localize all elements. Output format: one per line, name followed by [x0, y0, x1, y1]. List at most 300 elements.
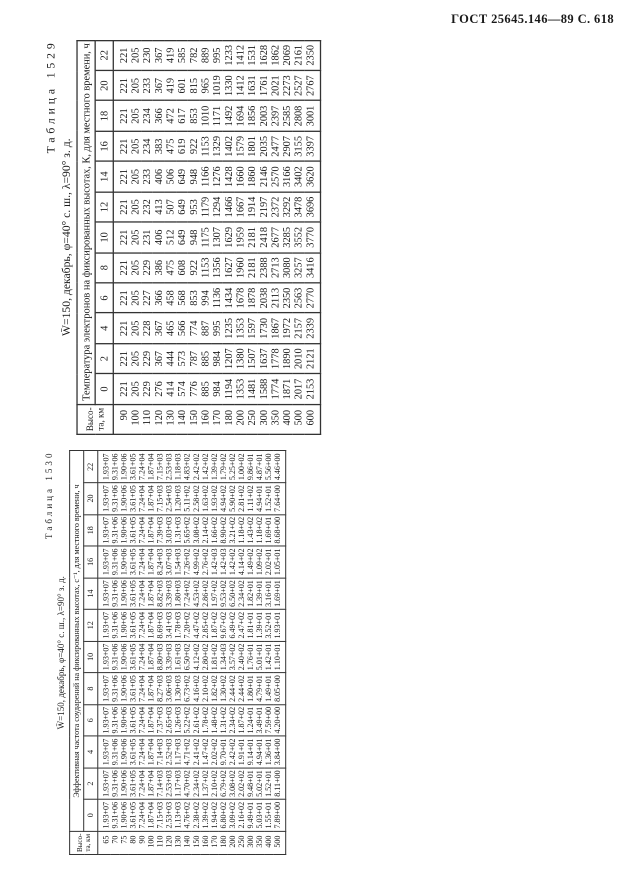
- value-cell: 9.31+06: [110, 641, 119, 673]
- value-cell: 5.03+01: [255, 799, 264, 831]
- value-cell: 232: [141, 192, 153, 222]
- value-cell: 458: [164, 283, 176, 313]
- value-cell: 4.94+01: [255, 483, 264, 515]
- value-cell: 1.91+01: [237, 736, 246, 768]
- value-cell: 2157: [293, 313, 305, 343]
- value-cell: 617: [176, 101, 188, 131]
- value-cell: 2677: [269, 222, 281, 252]
- value-cell: 601: [176, 70, 188, 100]
- value-cell: 995: [211, 40, 223, 70]
- value-cell: 383: [153, 131, 165, 161]
- value-cell: 1.54+03: [174, 546, 183, 578]
- value-cell: 366: [153, 283, 165, 313]
- value-cell: 4.70+02: [183, 768, 192, 800]
- value-cell: 1579: [234, 131, 246, 161]
- value-cell: 2.76+02: [201, 546, 210, 578]
- value-cell: 2.61+02: [192, 704, 201, 736]
- hour-header: 0: [95, 374, 113, 404]
- table-row: [128, 451, 137, 854]
- value-cell: 4.71+02: [183, 736, 192, 768]
- value-cell: 1330: [223, 70, 235, 100]
- table-row: [281, 40, 293, 434]
- value-cell: 205: [129, 131, 141, 161]
- value-cell: 4.46+00: [273, 451, 286, 483]
- value-cell: 227: [141, 283, 153, 313]
- hour-header: 4: [95, 313, 113, 343]
- value-cell: 386: [153, 252, 165, 282]
- value-cell: 2121: [304, 343, 320, 373]
- value-cell: 2.10+02: [210, 768, 219, 800]
- value-cell: 1329: [211, 131, 223, 161]
- value-cell: 2.14+02: [201, 514, 210, 546]
- value-cell: 1.47+02: [201, 736, 210, 768]
- altitude-cell: 130: [164, 404, 176, 434]
- value-cell: 475: [164, 131, 176, 161]
- value-cell: 994: [199, 283, 211, 313]
- value-cell: 1481: [246, 374, 258, 404]
- value-cell: 782: [188, 40, 200, 70]
- value-cell: 205: [129, 161, 141, 191]
- hour-header: 6: [84, 704, 98, 736]
- altitude-cell: 120: [165, 831, 174, 854]
- value-cell: 1380: [234, 343, 246, 373]
- table-row: [192, 451, 201, 854]
- group-header: Эффективная частота соударений на фиксированных высотах, с⁻¹, для местного времени, ч: [70, 451, 84, 831]
- value-cell: 9.49+01: [246, 799, 255, 831]
- value-cell: 1959: [234, 222, 246, 252]
- table-row: [255, 451, 264, 854]
- value-cell: 2808: [293, 101, 305, 131]
- altitude-cell: 110: [141, 404, 153, 434]
- value-cell: 419: [164, 40, 176, 70]
- value-cell: 3.84+00: [273, 736, 286, 768]
- value-cell: 9.14+01: [246, 736, 255, 768]
- value-cell: 1778: [269, 343, 281, 373]
- value-cell: 221: [113, 131, 129, 161]
- table-block-1530: [44, 451, 286, 855]
- value-cell: 472: [164, 101, 176, 131]
- value-cell: 5.22+02: [183, 704, 192, 736]
- value-cell: 3285: [281, 222, 293, 252]
- altitude-cell: 350: [255, 831, 264, 854]
- value-cell: 1.82+02: [210, 673, 219, 705]
- value-cell: 414: [164, 374, 176, 404]
- value-cell: 3478: [293, 192, 305, 222]
- value-cell: 1.90+06: [119, 736, 128, 768]
- value-cell: 4.94+02: [219, 483, 228, 515]
- value-cell: 574: [176, 374, 188, 404]
- value-cell: 1.93+07: [98, 736, 111, 768]
- value-cell: 1.43+02: [246, 514, 255, 546]
- altitude-cell: 80: [128, 831, 137, 854]
- value-cell: 231: [141, 222, 153, 252]
- value-cell: 1153: [199, 252, 211, 282]
- value-cell: 1294: [211, 192, 223, 222]
- value-cell: 9.31+06: [110, 483, 119, 515]
- value-cell: 1.87+04: [147, 704, 156, 736]
- hour-header: 6: [95, 283, 113, 313]
- table-row: [141, 40, 153, 434]
- table-block-1529: [44, 39, 321, 435]
- value-cell: 3.21+02: [228, 514, 237, 546]
- value-cell: 1507: [246, 343, 258, 373]
- value-cell: 922: [188, 252, 200, 282]
- value-cell: 774: [188, 313, 200, 343]
- value-cell: 887: [199, 313, 211, 343]
- value-cell: 1136: [211, 283, 223, 313]
- value-cell: 1.11+02: [246, 483, 255, 515]
- value-cell: 1010: [199, 101, 211, 131]
- value-cell: 2388: [258, 252, 270, 282]
- value-cell: 1.90+06: [119, 673, 128, 705]
- value-cell: 5.90+02: [228, 483, 237, 515]
- value-cell: 234: [141, 131, 153, 161]
- value-cell: 566: [176, 313, 188, 343]
- value-cell: 205: [129, 283, 141, 313]
- value-cell: 1276: [211, 161, 223, 191]
- value-cell: 1.87+04: [147, 799, 156, 831]
- value-cell: 2069: [281, 40, 293, 70]
- value-cell: 6.80+02: [219, 799, 228, 831]
- value-cell: 444: [164, 343, 176, 373]
- value-cell: 4.47+02: [192, 609, 201, 641]
- value-cell: 4.76+02: [183, 799, 192, 831]
- value-cell: 4.12+02: [192, 641, 201, 673]
- value-cell: 8.82+03: [156, 578, 165, 610]
- table-1529: [76, 39, 321, 435]
- value-cell: 1.31+03: [174, 514, 183, 546]
- hour-header: 18: [95, 101, 113, 131]
- value-cell: 7.24+04: [137, 578, 146, 610]
- value-cell: 3.16+01: [264, 578, 273, 610]
- value-cell: 7.26+02: [183, 546, 192, 578]
- value-cell: 3.61+05: [128, 673, 137, 705]
- table-row: [258, 40, 270, 434]
- value-cell: 3.61+05: [128, 641, 137, 673]
- value-cell: 1.87+04: [147, 514, 156, 546]
- value-cell: 6.50+02: [228, 578, 237, 610]
- value-cell: 5.25+02: [228, 451, 237, 483]
- value-cell: 3166: [281, 161, 293, 191]
- value-cell: 1.87+04: [147, 736, 156, 768]
- value-cell: 1194: [223, 374, 235, 404]
- table-row: [246, 40, 258, 434]
- value-cell: 619: [176, 131, 188, 161]
- value-cell: 889: [199, 40, 211, 70]
- value-cell: 7.14+03: [156, 736, 165, 768]
- value-cell: 1730: [258, 313, 270, 343]
- value-cell: 475: [164, 252, 176, 282]
- value-cell: 1.94+02: [210, 799, 219, 831]
- value-cell: 1.20+03: [174, 483, 183, 515]
- altitude-cell: 170: [210, 831, 219, 854]
- value-cell: 1.93+01: [273, 609, 286, 641]
- value-cell: 995: [211, 313, 223, 343]
- value-cell: 205: [129, 252, 141, 282]
- value-cell: 1412: [234, 40, 246, 70]
- value-cell: 2.86+02: [201, 578, 210, 610]
- altitude-cell: 350: [269, 404, 281, 434]
- value-cell: 984: [211, 374, 223, 404]
- value-cell: 1.13+03: [174, 799, 183, 831]
- value-cell: 7.20+02: [183, 609, 192, 641]
- value-cell: 7.59+00: [264, 704, 273, 736]
- table-row: [211, 40, 223, 434]
- altitude-cell: 160: [199, 404, 211, 434]
- value-cell: 5.02+01: [255, 768, 264, 800]
- value-cell: 205: [129, 70, 141, 100]
- altitude-cell: 300: [246, 831, 255, 854]
- value-cell: 2.42+02: [228, 736, 237, 768]
- value-cell: 1.87+04: [147, 768, 156, 800]
- table-row: [237, 451, 246, 854]
- value-cell: 3.61+05: [128, 451, 137, 483]
- table-row: [234, 40, 246, 434]
- value-cell: 2397: [269, 101, 281, 131]
- value-cell: 2.42+02: [192, 451, 201, 483]
- altitude-cell: 180: [219, 831, 228, 854]
- value-cell: 2003: [258, 101, 270, 131]
- value-cell: 1.34+03: [219, 641, 228, 673]
- value-cell: 815: [188, 70, 200, 100]
- value-cell: 5.56+00: [264, 451, 273, 483]
- value-cell: 230: [141, 40, 153, 70]
- altitude-cell: 100: [147, 831, 156, 854]
- table-row: [269, 40, 281, 434]
- table-row: [98, 451, 111, 854]
- value-cell: 1.90+06: [119, 451, 128, 483]
- value-cell: 3.61+05: [128, 546, 137, 578]
- value-cell: 2350: [281, 283, 293, 313]
- value-cell: 3.52+01: [264, 609, 273, 641]
- value-cell: 3.61+05: [128, 578, 137, 610]
- value-cell: 1.76+01: [246, 641, 255, 673]
- value-cell: 221: [113, 343, 129, 373]
- table-row: [164, 40, 176, 434]
- value-cell: 1.18+03: [174, 451, 183, 483]
- value-cell: 1356: [211, 252, 223, 282]
- value-cell: 221: [113, 161, 129, 191]
- alt-header: Высо- та, км: [77, 404, 113, 434]
- value-cell: 9.31+06: [110, 609, 119, 641]
- value-cell: 2.58+02: [192, 483, 201, 515]
- value-cell: 1.80+01: [246, 673, 255, 705]
- value-cell: 4.79+01: [255, 673, 264, 705]
- value-cell: 3257: [293, 252, 305, 282]
- value-cell: 205: [129, 192, 141, 222]
- value-cell: 1466: [223, 192, 235, 222]
- value-cell: 221: [113, 374, 129, 404]
- value-cell: 1.05+01: [273, 546, 286, 578]
- value-cell: 3.61+05: [128, 736, 137, 768]
- value-cell: 9.48+01: [246, 768, 255, 800]
- value-cell: 7.39+03: [156, 514, 165, 546]
- value-cell: 1.48+02: [210, 704, 219, 736]
- value-cell: 276: [153, 374, 165, 404]
- altitude-cell: 130: [174, 831, 183, 854]
- value-cell: 1.18+02: [237, 514, 246, 546]
- altitude-cell: 65: [98, 831, 111, 854]
- value-cell: 1.52+01: [264, 483, 273, 515]
- value-cell: 984: [211, 343, 223, 373]
- value-cell: 573: [176, 343, 188, 373]
- value-cell: 1.93+07: [98, 768, 111, 800]
- value-cell: 853: [188, 283, 200, 313]
- value-cell: 2038: [258, 283, 270, 313]
- value-cell: 3620: [304, 161, 320, 191]
- value-cell: 3.06+03: [165, 673, 174, 705]
- altitude-cell: 70: [110, 831, 119, 854]
- table-row: [293, 40, 305, 434]
- value-cell: 1492: [223, 101, 235, 131]
- value-cell: 1.90+06: [119, 578, 128, 610]
- altitude-cell: 600: [304, 404, 320, 434]
- hour-header: 8: [95, 252, 113, 282]
- value-cell: 221: [113, 222, 129, 252]
- table-caption: W̄=150, декабрь, φ=40° с. ш., λ=90° з. д.: [56, 576, 67, 730]
- hour-header: 22: [95, 40, 113, 70]
- value-cell: 2.02+02: [237, 768, 246, 800]
- value-cell: 7.24+04: [137, 451, 146, 483]
- value-cell: 2.47+02: [237, 609, 246, 641]
- value-cell: 221: [113, 101, 129, 131]
- value-cell: 8.69+03: [156, 609, 165, 641]
- value-cell: 3.61+05: [128, 514, 137, 546]
- value-cell: 965: [199, 70, 211, 100]
- value-cell: 7.24+04: [137, 641, 146, 673]
- table-row: [156, 451, 165, 854]
- table-row: [129, 40, 141, 434]
- hour-header: 10: [95, 222, 113, 252]
- altitude-cell: 200: [234, 404, 246, 434]
- value-cell: 465: [164, 313, 176, 343]
- value-cell: 1972: [281, 313, 293, 343]
- value-cell: 787: [188, 343, 200, 373]
- value-cell: 2.34+02: [228, 704, 237, 736]
- value-cell: 1.66+02: [210, 514, 219, 546]
- value-cell: 2181: [246, 252, 258, 282]
- value-cell: 2907: [281, 131, 293, 161]
- value-cell: 2153: [304, 374, 320, 404]
- value-cell: 1.90+06: [119, 483, 128, 515]
- table-row: [176, 40, 188, 434]
- value-cell: 2.80+02: [201, 641, 210, 673]
- value-cell: 7.24+02: [183, 578, 192, 610]
- value-cell: 6.50+02: [183, 641, 192, 673]
- value-cell: 9.70+01: [219, 736, 228, 768]
- value-cell: 2161: [293, 40, 305, 70]
- value-cell: 2350: [304, 40, 320, 70]
- value-cell: 506: [164, 161, 176, 191]
- value-cell: 205: [129, 40, 141, 70]
- value-cell: 367: [153, 343, 165, 373]
- value-cell: 1.87+04: [147, 451, 156, 483]
- value-cell: 1.42+02: [228, 546, 237, 578]
- value-cell: 1434: [223, 283, 235, 313]
- hour-header: 4: [84, 736, 98, 768]
- value-cell: 3.07+03: [165, 546, 174, 578]
- table-row: [110, 451, 119, 854]
- value-cell: 9.86+01: [246, 451, 255, 483]
- value-cell: 2.81+02: [237, 483, 246, 515]
- value-cell: 1.90+06: [119, 546, 128, 578]
- value-cell: 1860: [246, 161, 258, 191]
- value-cell: 1.30+02: [219, 673, 228, 705]
- value-cell: 2.16+02: [237, 799, 246, 831]
- value-cell: 413: [153, 192, 165, 222]
- value-cell: 1.97+02: [210, 578, 219, 610]
- value-cell: 1.36+01: [264, 736, 273, 768]
- value-cell: 2372: [269, 192, 281, 222]
- value-cell: 2.65+03: [165, 704, 174, 736]
- value-cell: 3.08+02: [228, 768, 237, 800]
- value-cell: 1628: [258, 40, 270, 70]
- altitude-cell: 400: [281, 404, 293, 434]
- value-cell: 1.31+02: [219, 704, 228, 736]
- value-cell: 2.53+03: [165, 768, 174, 800]
- value-cell: 2.85+02: [201, 609, 210, 641]
- value-cell: 6.79+02: [219, 768, 228, 800]
- value-cell: 3696: [304, 192, 320, 222]
- value-cell: 3552: [293, 222, 305, 252]
- value-cell: 3292: [281, 192, 293, 222]
- value-cell: 585: [176, 40, 188, 70]
- altitude-cell: 140: [176, 404, 188, 434]
- table-row: [147, 451, 156, 854]
- value-cell: 3770: [304, 222, 320, 252]
- hour-header: 0: [84, 799, 98, 831]
- value-cell: 4.83+02: [183, 451, 192, 483]
- value-cell: 2.53+03: [165, 799, 174, 831]
- value-cell: 7.24+04: [137, 799, 146, 831]
- value-cell: 8.68+00: [273, 514, 286, 546]
- hour-header: 16: [95, 131, 113, 161]
- value-cell: 8.24+03: [156, 546, 165, 578]
- page-header: ГОСТ 25645.146—89 С. 618: [451, 12, 614, 26]
- value-cell: 2.34+02: [192, 768, 201, 800]
- value-cell: 4.94+01: [255, 736, 264, 768]
- value-cell: 1.18+02: [255, 514, 264, 546]
- value-cell: 1.87+04: [147, 609, 156, 641]
- value-cell: 9.53+02: [219, 578, 228, 610]
- value-cell: 1233: [223, 40, 235, 70]
- value-cell: 507: [164, 192, 176, 222]
- value-cell: 2.52+03: [165, 736, 174, 768]
- group-header: Температура электронов на фиксированных высотах, К, для местного времени, ч: [77, 40, 95, 404]
- value-cell: 3.57+02: [228, 641, 237, 673]
- hour-header: 10: [84, 641, 98, 673]
- value-cell: 4.99+02: [192, 546, 201, 578]
- value-cell: 221: [113, 70, 129, 100]
- value-cell: 1.93+07: [98, 799, 111, 831]
- value-cell: 1.93+07: [98, 514, 111, 546]
- value-cell: 1.93+07: [98, 609, 111, 641]
- value-cell: 1.39+01: [255, 578, 264, 610]
- hour-header: 8: [84, 673, 98, 705]
- value-cell: 3.39+03: [165, 578, 174, 610]
- value-cell: 2418: [258, 222, 270, 252]
- value-cell: 9.31+06: [110, 451, 119, 483]
- value-cell: 4.87+01: [255, 451, 264, 483]
- hour-header: 20: [84, 483, 98, 515]
- value-cell: 9.31+06: [110, 736, 119, 768]
- altitude-cell: 110: [156, 831, 165, 854]
- value-cell: 1.69+01: [264, 514, 273, 546]
- value-cell: 1627: [223, 252, 235, 282]
- value-cell: 7.14+03: [156, 768, 165, 800]
- altitude-cell: 150: [192, 831, 201, 854]
- value-cell: 5.11+02: [183, 483, 192, 515]
